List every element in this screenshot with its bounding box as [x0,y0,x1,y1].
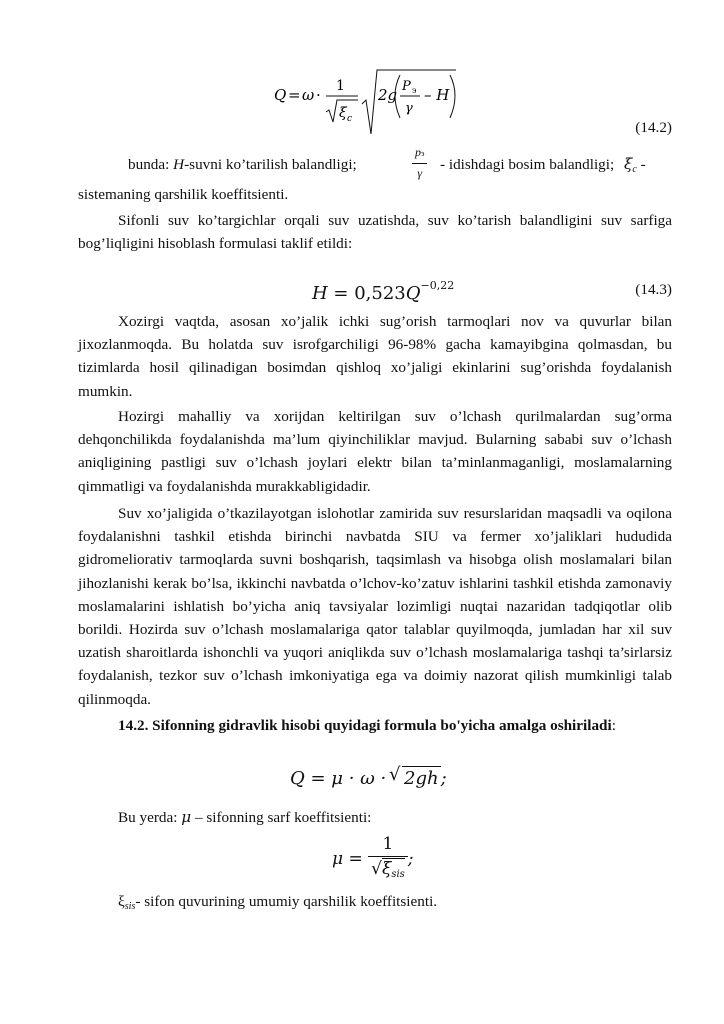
formula-mu-semi: ; [407,848,414,869]
formula-q-sqrt [389,764,441,790]
bunda-text-3: - idishdagi bosim balandligi; [440,156,615,173]
paragraph-bu-yerda [78,806,672,829]
formula-xi: ξ [339,105,347,121]
bu-yerda-mu: μ [181,808,192,826]
formula-minus-h: – H [424,86,450,104]
paragraph-bunda [78,143,672,206]
bunda-line1-end [440,153,646,181]
formula-mu-xi: ξ [381,859,392,879]
formula-mu-lhs: μ = [332,848,369,869]
paragraph-sifonli: Sifonli suv ko’targichlar orqali suv uzatishda, suv ko’tarish balandligini suv sarfiga bog’liqligini hisoblash formulasi taklif etildi: [78,212,672,253]
bunda-text-2: -suvni ko’tarilish balandligi; [184,156,357,173]
bunda-frac-num-sub: э [421,149,425,158]
formula-q-expr [290,766,447,790]
formula-p: P [402,79,411,94]
formula-mu-sub: sis [391,869,405,880]
formula-q-text: Q = μ · ω · [290,768,392,789]
formula-mu-expr [332,832,414,887]
formula-mu-den [368,857,408,887]
formula-q-semi: ; [440,768,447,789]
paragraph-xi-sis [78,890,672,918]
bu-yerda-text-2: – sifonning sarf koeffitsienti: [191,809,372,826]
formula-eq: = [288,86,301,104]
formula-14-2 [78,60,672,140]
bunda-line2: sistemaning qarshilik koeffitsienti. [78,186,289,203]
formula-q: Q [274,86,287,104]
formula-paren-right [450,75,455,118]
formula-14-3-expr [312,274,454,305]
equation-number-14-3: (14.3) [635,281,672,298]
formula-gamma: γ [405,101,413,116]
xi-sis-symbol: ξ [118,893,125,910]
formula-14-3-rhs: = 0,523 [327,283,406,304]
document-page [78,0,672,1024]
equation-number-14-2: (14.2) [635,119,672,136]
bunda-text: bunda: [128,156,174,173]
formula-q-root: 2gh [404,768,439,789]
formula-mu-sqrt-body [382,858,405,879]
bunda-xi-sub: c [632,164,637,175]
formula-mu-fraction [368,832,408,887]
bu-yerda-text: Bu yerda: [118,809,182,826]
formula-dot: · [316,86,321,104]
formula-14-3-q: Q [405,283,421,304]
xi-sis-text: - sifon quvurining umumiy qarshilik koeffitsienti. [135,893,438,910]
formula-14-3 [78,268,672,302]
heading-14-2-colon: : [611,717,616,734]
bunda-frac-num: p [415,145,421,159]
formula-xi-sub: c [347,114,353,124]
bunda-text-4: - [636,156,646,173]
formula-mu [78,832,672,890]
bunda-xi: ξ [624,155,633,173]
paragraph-suv: Suv xo’jaligida o’tkazilayotgan islohotlar zamirida suv resurslaridan maqsadli va oqilona foydalanishni tashkil etishda birinchi navbatda SIU va fermer xo’jaliklari hududida gidromeliorativ tarmoqlarda suvni boshqarish, taqsimlash va hisobga olish moslamalari bilan jihozlanishi kerak bo’lsa, ikkinchi navbatda o’lchov-ko’zatuv ishlarini tashkil etishda zamonaviy moslamalarini ishlatish bo’yicha aniq tavsiyalar lozimligi nuqtai nazaridan tadqiqotlar olib borildi. Hozirda suv o’lchash moslamalariga qator talablar quyilmoqda, jumladan har xil suv uzatish sharoitlarda ishonchli va yuqori aniqlikda suv o’lchash moslamalariga tashqi ta’sirlarsiz foydalanish, tezkor suv o’lchash imkoniyatiga ega va doimiy nazorat qilish mumkinligi talab qilinmoqda. [78,505,672,708]
formula-14-3-h: H [312,283,328,304]
heading-14-2 [78,714,672,737]
bunda-line1-start [128,153,357,176]
formula-14-3-exp: −0,22 [420,279,455,292]
bunda-fraction [412,143,427,182]
formula-mu-sqrt: √ [371,859,382,879]
xi-sis-sub: sis [124,901,136,912]
bunda-frac-den: γ [417,166,423,180]
formula-14-2-graphic [78,60,672,140]
formula-omega: ω [302,86,315,104]
formula-one: 1 [336,78,345,94]
paragraph-hozirgi: Hozirgi mahalliy va xorijdan keltirilgan suv o’lchash qurilmalardan sug’orma dehqonchilikda foydalanishda ma’lum qiyinchiliklar mavjud. Bularning sababi suv o’lchash aniqligining pastligi suv o’lchash joylari elektr bilan ta’minlanmaganligi, moslamalarning qimmatligi va foydalanishda murakkabligidadir. [78,408,672,495]
paragraph-xozirgi: Xozirgi vaqtda, asosan xo’jalik ichki sug’orish tarmoqlari nov va quvurlar bilan jixozlanmoqda. Bu holatda suv isrofgarchiligi 96-98% gacha kamayibgina qolmasdan, bu tizimlarda hosil qilinadigan bosimdan qishloq xo’jaligi ekinlarini sug’orishda foydalanish mumkin. [78,313,672,400]
bunda-h: H [173,156,185,173]
formula-2g: 2g [378,86,398,104]
formula-mu-num: 1 [368,832,408,857]
formula-p-idx: э [412,86,417,95]
sqrt-sign: √ [389,764,401,785]
formula-q [78,764,672,794]
heading-14-2-text: 14.2. Sifonning gidravlik hisobi quyidagi formula bo'yicha amalga oshiriladi [118,717,612,734]
